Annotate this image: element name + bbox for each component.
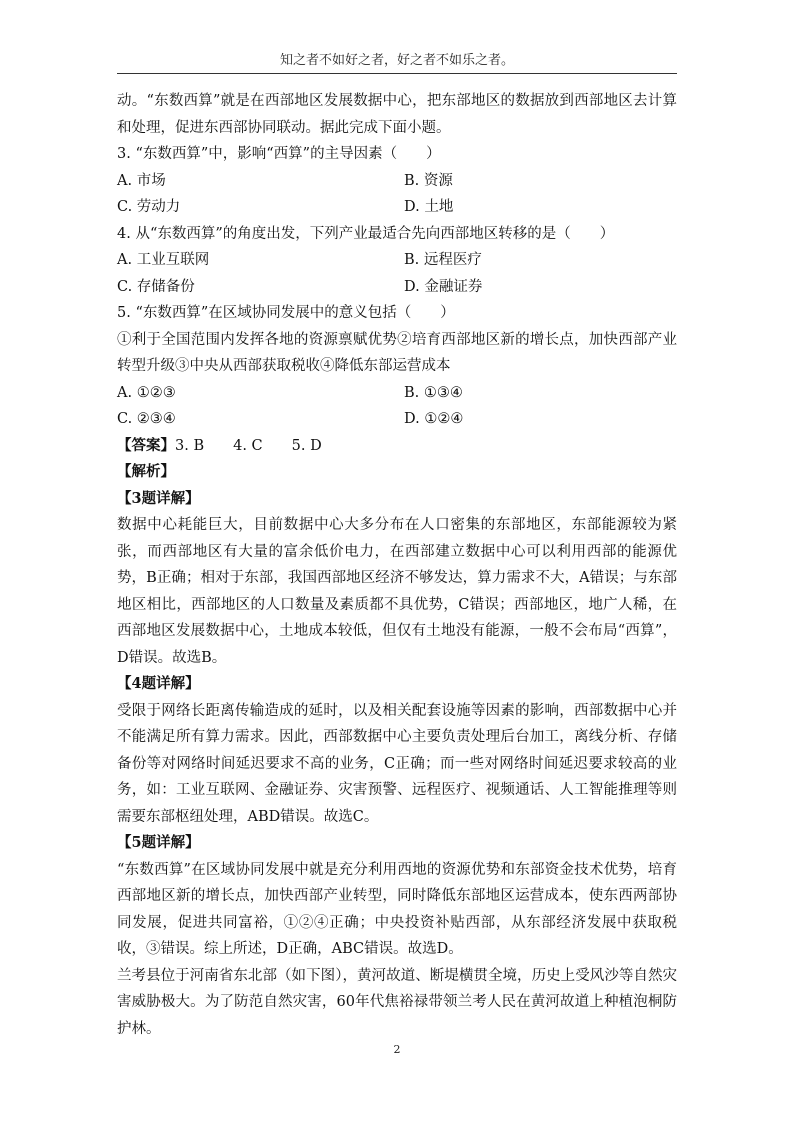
question-3-option-b: B. 资源: [404, 172, 453, 189]
question-3-options-row-1: [117, 168, 677, 195]
page-header-motto: 知之者不如好之者，好之者不如乐之者。: [279, 53, 514, 68]
detail-5-heading: 【5题详解】: [117, 834, 200, 851]
question-5-option-d: D. ①②④: [404, 411, 464, 427]
question-5-statements: ①利于全国范围内发挥各地的资源禀赋优势②培育西部地区新的增长点，加快西部产业转型升级③中央从西部获取税收④降低东部运营成本: [117, 331, 677, 374]
question-4-option-d: D. 金融证券: [404, 278, 483, 295]
answer-line: [117, 433, 677, 460]
question-5-stem: 5. “东数西算”在区域协同发展中的意义包括（ ）: [117, 305, 455, 321]
question-3-option-c: C. 劳动力: [117, 199, 181, 215]
question-4-option-c: C. 存储备份: [117, 278, 195, 295]
question-4-options-row-1: [117, 247, 677, 274]
document-body: [117, 88, 677, 1042]
question-5-options-row-2: [117, 406, 677, 433]
analysis-heading: 【解析】: [117, 463, 175, 480]
question-3-option-a: A. 市场: [117, 172, 166, 189]
detail-5-text: “东数西算”在区域协同发展中就是充分利用西地的资源优势和东部资金技术优势，培育西部地区新的增长点，加快西部产业转型，同时降低东部地区运营成本，使东西两部协同发展，促进共同富裕，①②④正确；中央投资补贴西部，从东部经济发展中获取税收，③错误。综上所述，D正确，ABC错误。故选D。: [117, 861, 677, 957]
intro-paragraph: 动。“东数西算”就是在西部地区发展数据中心，把东部地区的数据放到西部地区去计算和处理，促进东西部协同联动。据此完成下面小题。: [117, 93, 677, 136]
question-4-options-row-2: [117, 274, 677, 301]
detail-3-heading: 【3题详解】: [117, 489, 200, 507]
closing-passage: 兰考县位于河南省东北部（如下图），黄河故道、断堤横贯全境，历史上受风沙等自然灾害威胁极大。为了防范自然灾害，60年代焦裕禄带领兰考人民在黄河故道上种植泡桐防护林。: [117, 967, 677, 1037]
question-3-option-d: D. 土地: [404, 199, 454, 215]
question-3-options-row-2: [117, 194, 677, 221]
question-4-option-b: B. 远程医疗: [404, 252, 482, 268]
question-4-option-a: A. 工业互联网: [117, 252, 210, 268]
question-5-option-b: B. ①③④: [404, 384, 463, 401]
answer-text: 3. B 4. C 5. D: [175, 437, 322, 454]
header-divider: [117, 73, 677, 74]
question-5-option-a: A. ①②③: [117, 384, 176, 401]
detail-4-heading: 【4题详解】: [117, 675, 200, 692]
question-4-stem: 4. 从“东数西算”的角度出发，下列产业最适合先向西部地区转移的是（ ）: [117, 225, 615, 242]
question-3-stem: 3. “东数西算”中，影响“西算”的主导因素（ ）: [117, 146, 441, 162]
detail-3-text: 数据中心耗能巨大，目前数据中心大多分布在人口密集的东部地区，东部能源较为紧张，而西部地区有大量的富余低价电力，在西部建立数据中心可以利用西部的能源优势，B正确；相对于东部，我国西部地区经济不够发达，算力需求不大，A错误；与东部地区相比，西部地区的人口数量及素质都不具优势，C错误；西部地区，地广人稀，在西部地区发展数据中心，土地成本较低，但仅有土地没有能源，一般不会布局“西算”，D错误。故选B。: [117, 517, 677, 666]
detail-4-text: 受限于网络长距离传输造成的延时，以及相关配套设施等因素的影响，西部数据中心并不能满足所有算力需求。因此，西部数据中心主要负责处理后台加工，离线分析、存储备份等对网络时间延迟要求不高的业务，C正确；而一些对网络时间延迟要求较高的业务，如：工业互联网、金融证券、灾害预警、远程医疗、视频通话、人工智能推理等则需要东部枢纽处理，ABD错误。故选C。: [117, 702, 677, 825]
question-5-option-c: C. ②③④: [117, 411, 176, 427]
page-number: 2: [393, 1043, 401, 1056]
question-5-options-row-1: [117, 380, 677, 407]
answer-label: 【答案】: [117, 436, 175, 454]
